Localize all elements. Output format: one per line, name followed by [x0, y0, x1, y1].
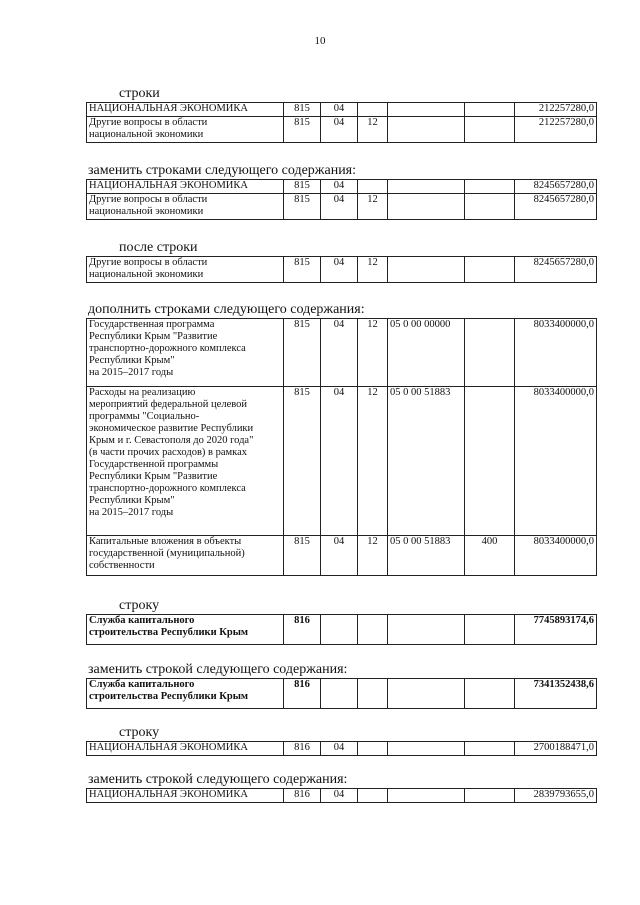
table-row [87, 103, 597, 117]
row-rz: 04 [321, 117, 358, 143]
row-pr: 12 [358, 117, 388, 143]
table-row [87, 679, 597, 709]
row-pr: 12 [358, 194, 388, 220]
row-amount: 212257280,0 [515, 103, 597, 117]
row-name: НАЦИОНАЛЬНАЯ ЭКОНОМИКА [87, 103, 284, 117]
row-name: Расходы на реализацию мероприятий федеральной целевой программы "Социально- экономическое развитие Республики Крым и г. Севастополя до 2020 года" (в части прочих расходов) в рамках Государственной программы Республики Крым "Развитие транспортно-дорожного комплекса Республики Крым" на 2015–2017 годы [87, 387, 284, 536]
row-vr [465, 789, 515, 803]
block-label: строки [119, 86, 160, 101]
row-rz: 04 [321, 180, 358, 194]
row-gr: 815 [284, 536, 321, 576]
row-amount: 8245657280,0 [515, 180, 597, 194]
row-name: Другие вопросы в области национальной экономики [87, 194, 284, 220]
row-rz: 04 [321, 742, 358, 756]
table-row [87, 387, 597, 536]
row-name: НАЦИОНАЛЬНАЯ ЭКОНОМИКА [87, 742, 284, 756]
row-amount: 2700188471,0 [515, 742, 597, 756]
row-gr: 816 [284, 679, 321, 709]
row-name: Служба капитального строительства Республики Крым [87, 679, 284, 709]
row-amount: 2839793655,0 [515, 789, 597, 803]
row-amount: 8033400000,0 [515, 319, 597, 387]
table-row [87, 615, 597, 645]
row-csr [388, 679, 465, 709]
row-rz: 04 [321, 103, 358, 117]
budget-table [86, 256, 597, 283]
block-label: строку [119, 725, 160, 740]
row-vr [465, 117, 515, 143]
row-name: Служба капитального строительства Республики Крым [87, 615, 284, 645]
row-rz: 04 [321, 319, 358, 387]
budget-table [86, 678, 597, 709]
row-pr [358, 180, 388, 194]
row-rz: 04 [321, 257, 358, 283]
table-row [87, 194, 597, 220]
row-csr [388, 180, 465, 194]
table-row [87, 319, 597, 387]
row-amount: 7745893174,6 [515, 615, 597, 645]
row-name: Другие вопросы в области национальной экономики [87, 117, 284, 143]
row-csr: 05 0 00 00000 [388, 319, 465, 387]
block-label: дополнить строками следующего содержания: [88, 302, 365, 317]
budget-table [86, 179, 597, 220]
row-csr [388, 194, 465, 220]
row-rz: 04 [321, 194, 358, 220]
row-rz: 04 [321, 536, 358, 576]
block-label: заменить строкой следующего содержания: [88, 662, 348, 677]
block-label: заменить строками следующего содержания: [88, 163, 357, 178]
row-gr: 815 [284, 117, 321, 143]
row-pr [358, 103, 388, 117]
row-pr: 12 [358, 257, 388, 283]
row-rz: 04 [321, 789, 358, 803]
budget-table [86, 318, 597, 576]
row-pr: 12 [358, 319, 388, 387]
row-gr: 816 [284, 615, 321, 645]
row-amount: 212257280,0 [515, 117, 597, 143]
row-rz: 04 [321, 387, 358, 536]
block-label: строку [119, 598, 160, 613]
row-rz [321, 679, 358, 709]
row-vr [465, 103, 515, 117]
table-row [87, 180, 597, 194]
row-vr [465, 180, 515, 194]
row-name: НАЦИОНАЛЬНАЯ ЭКОНОМИКА [87, 789, 284, 803]
row-name: Капитальные вложения в объекты государственной (муниципальной) собственности [87, 536, 284, 576]
row-csr: 05 0 00 51883 [388, 387, 465, 536]
row-amount: 8245657280,0 [515, 194, 597, 220]
table-row [87, 536, 597, 576]
row-pr [358, 742, 388, 756]
row-gr: 815 [284, 257, 321, 283]
table-row [87, 789, 597, 803]
row-vr [465, 257, 515, 283]
row-gr: 815 [284, 103, 321, 117]
row-csr [388, 789, 465, 803]
page-number: 10 [314, 35, 326, 47]
row-vr [465, 742, 515, 756]
row-csr [388, 103, 465, 117]
row-gr: 815 [284, 180, 321, 194]
row-pr [358, 615, 388, 645]
block-label: заменить строкой следующего содержания: [88, 772, 348, 787]
row-gr: 816 [284, 789, 321, 803]
row-csr [388, 615, 465, 645]
row-amount: 7341352438,6 [515, 679, 597, 709]
row-vr [465, 615, 515, 645]
row-name: Другие вопросы в области национальной экономики [87, 257, 284, 283]
budget-table [86, 741, 597, 756]
row-csr: 05 0 00 51883 [388, 536, 465, 576]
row-csr [388, 742, 465, 756]
row-vr [465, 387, 515, 536]
row-gr: 816 [284, 742, 321, 756]
row-amount: 8033400000,0 [515, 536, 597, 576]
row-amount: 8245657280,0 [515, 257, 597, 283]
row-vr [465, 319, 515, 387]
row-amount: 8033400000,0 [515, 387, 597, 536]
budget-table [86, 102, 597, 143]
budget-table [86, 788, 597, 803]
row-gr: 815 [284, 194, 321, 220]
table-row [87, 117, 597, 143]
row-gr: 815 [284, 319, 321, 387]
row-rz [321, 615, 358, 645]
row-pr: 12 [358, 387, 388, 536]
row-name: Государственная программа Республики Крым "Развитие транспортно-дорожного комплекса Республики Крым" на 2015–2017 годы [87, 319, 284, 387]
row-pr: 12 [358, 536, 388, 576]
budget-table [86, 614, 597, 645]
row-vr [465, 679, 515, 709]
row-pr [358, 789, 388, 803]
row-pr [358, 679, 388, 709]
row-name: НАЦИОНАЛЬНАЯ ЭКОНОМИКА [87, 180, 284, 194]
table-row [87, 742, 597, 756]
row-vr: 400 [465, 536, 515, 576]
row-csr [388, 257, 465, 283]
block-label: после строки [119, 240, 198, 255]
table-row [87, 257, 597, 283]
row-csr [388, 117, 465, 143]
row-gr: 815 [284, 387, 321, 536]
row-vr [465, 194, 515, 220]
